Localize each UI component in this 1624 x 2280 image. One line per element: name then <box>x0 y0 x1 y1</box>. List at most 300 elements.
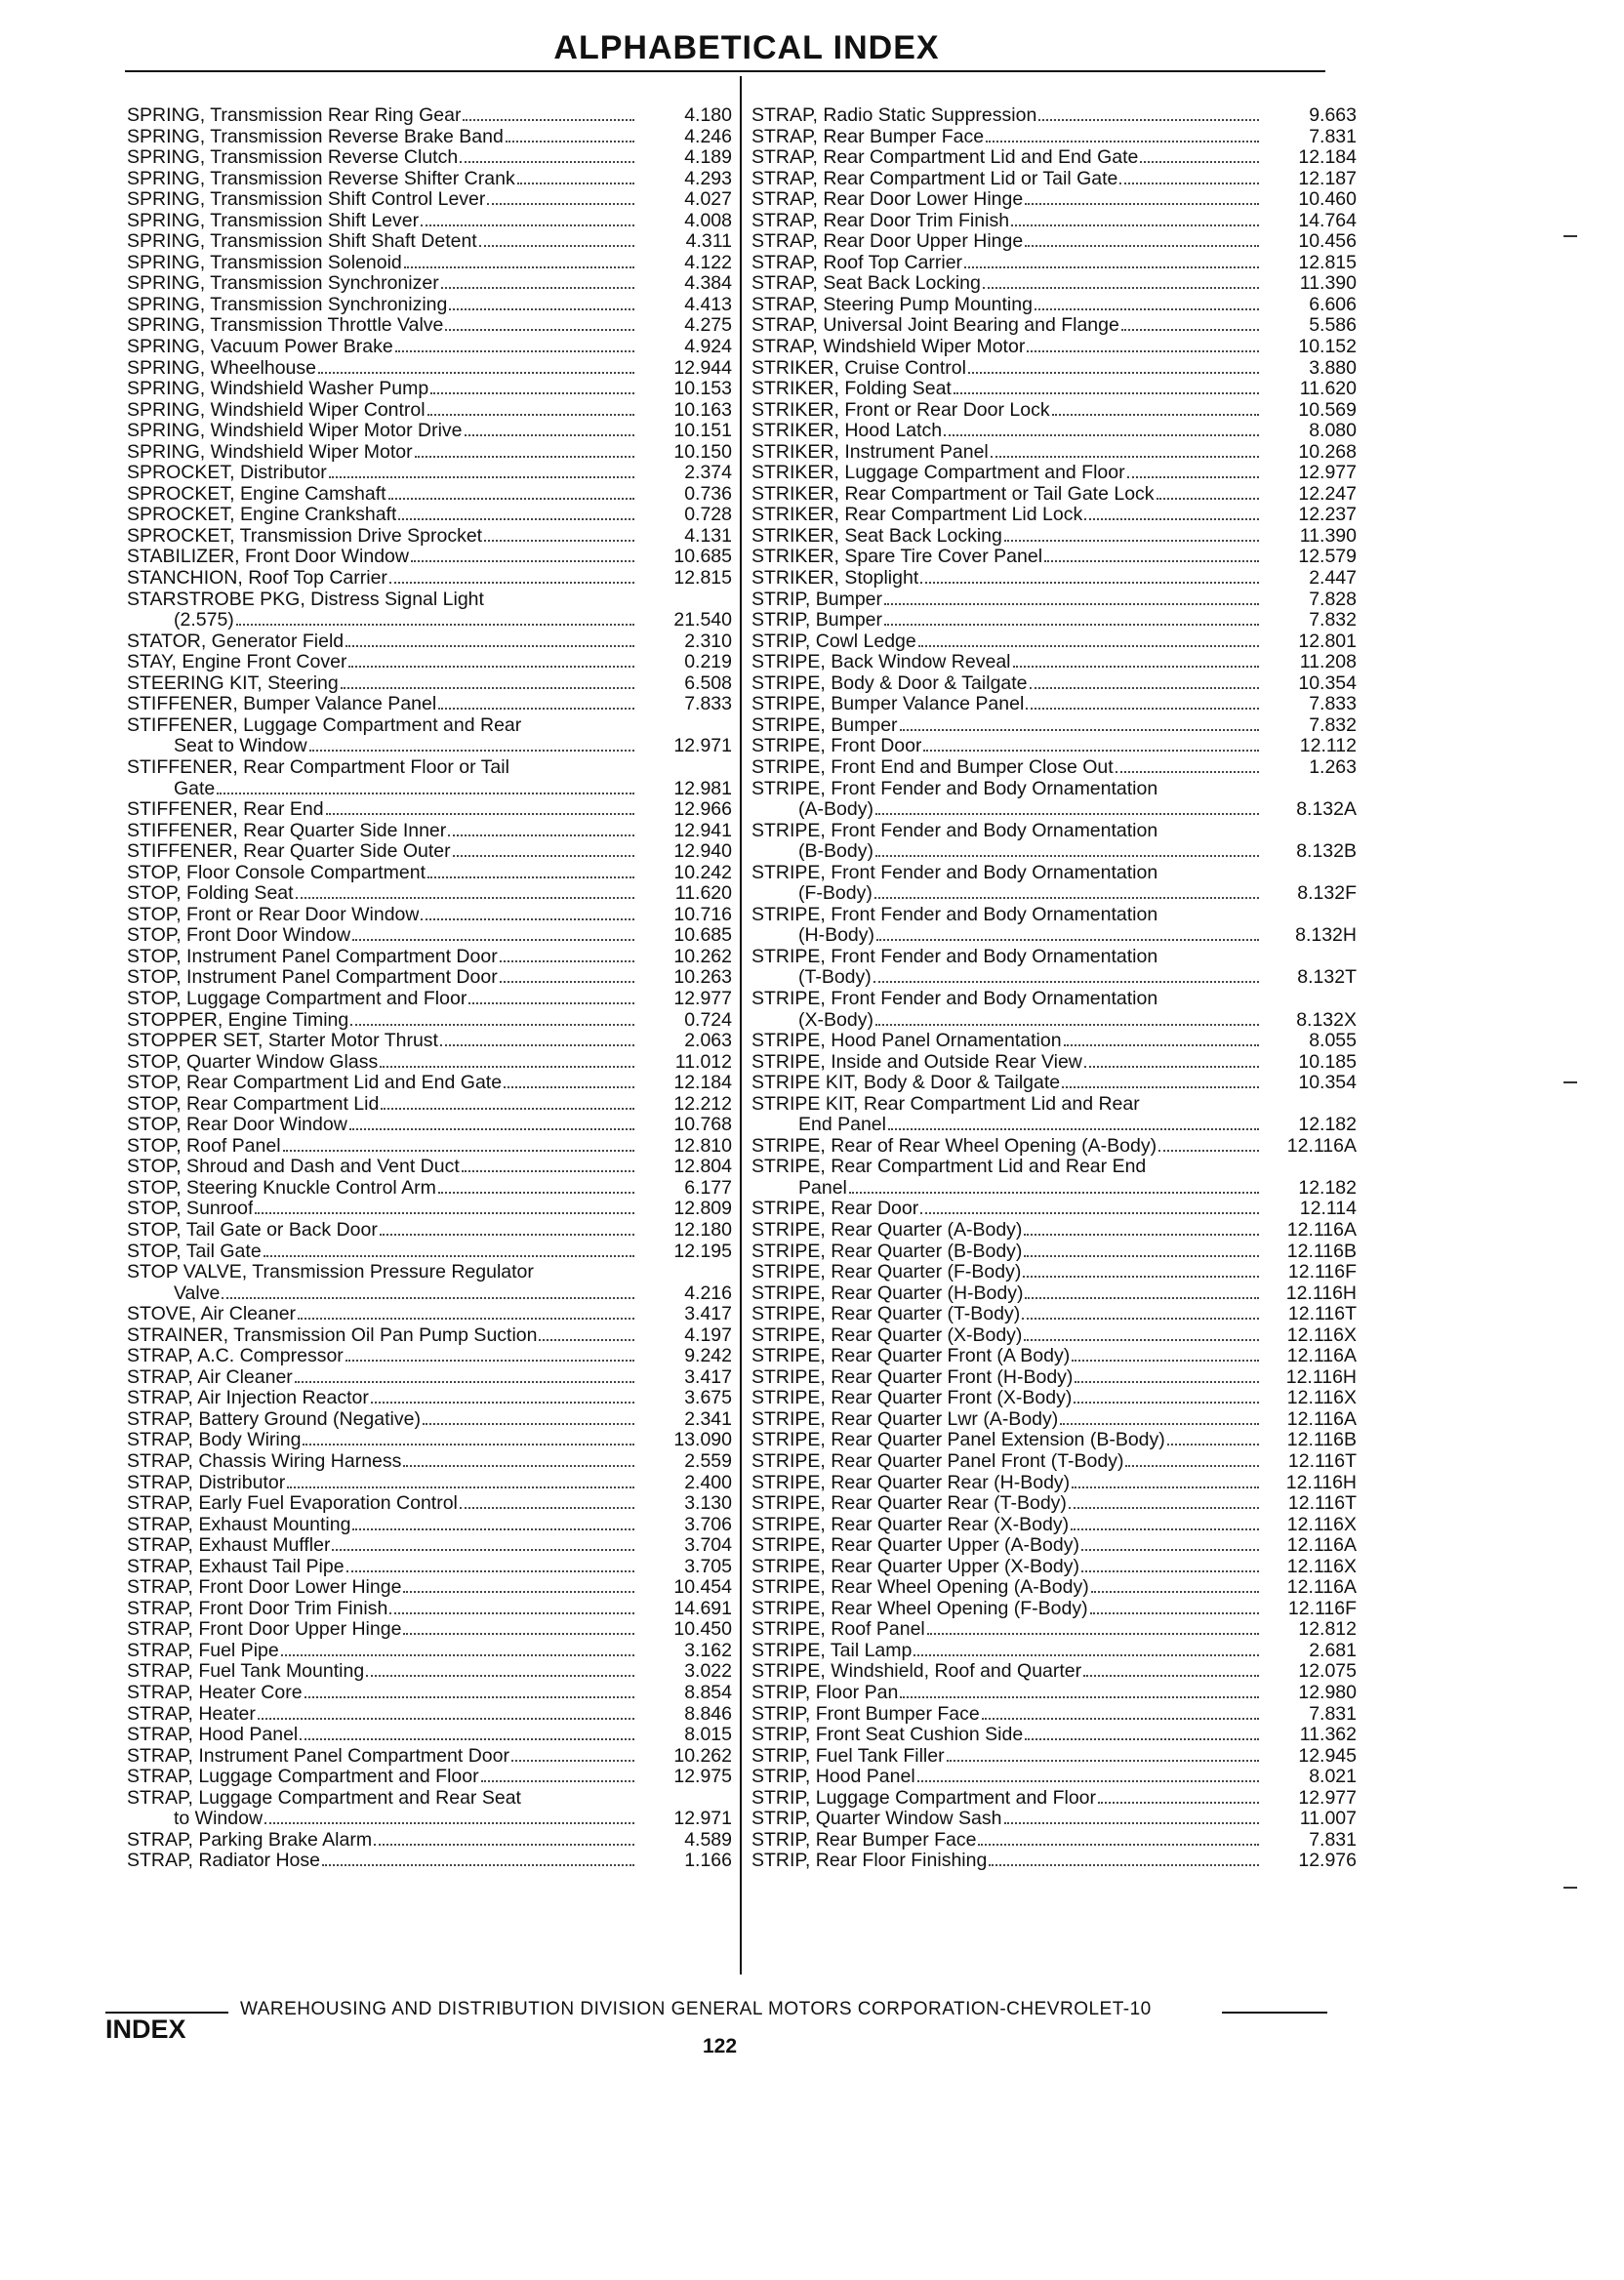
dot-leader <box>983 286 1259 289</box>
dot-leader <box>1023 1275 1259 1278</box>
entry-text: STRAP, Hood Panel <box>127 1725 299 1746</box>
footer-rule-right <box>1222 2012 1327 2014</box>
entry-page-ref: 10.354 <box>1298 672 1357 694</box>
entry-page-ref: 10.150 <box>673 440 732 463</box>
dot-leader <box>258 1717 634 1720</box>
entry-text: SPRING, Transmission Shift Shaft Detent <box>127 231 477 253</box>
dot-leader <box>1024 1233 1259 1236</box>
index-entry <box>751 1851 1357 1872</box>
entry-text: SPRING, Transmission Solenoid <box>127 252 402 273</box>
index-entry <box>127 1515 732 1536</box>
entry-page-ref: 3.705 <box>684 1555 732 1577</box>
dot-leader <box>298 1317 634 1320</box>
entry-page-ref: 8.080 <box>1309 420 1357 442</box>
dot-leader <box>875 1023 1259 1026</box>
dot-leader <box>374 1843 634 1846</box>
index-entry <box>127 505 732 526</box>
dot-leader <box>954 391 1259 394</box>
index-entry <box>127 1388 732 1409</box>
entry-text: SPRING, Transmission Rear Ring Gear <box>127 105 462 126</box>
entry-text: STRAP, Rear Compartment Lid and End Gate <box>751 147 1139 169</box>
entry-page-ref: 10.268 <box>1298 440 1357 463</box>
index-entry <box>127 883 732 905</box>
index-entry <box>751 610 1357 631</box>
entry-page-ref: 10.454 <box>673 1576 732 1599</box>
entry-text: STRAP, Universal Joint Bearing and Flange <box>751 315 1119 337</box>
index-entry <box>127 568 732 590</box>
dot-leader <box>1072 1486 1259 1488</box>
entry-page-ref: 12.980 <box>1298 1682 1357 1704</box>
index-entry <box>751 736 1357 757</box>
page-title: ALPHABETICAL INDEX <box>553 29 940 66</box>
margin-tick <box>1563 1887 1577 1889</box>
entry-page-ref: 3.880 <box>1309 356 1357 379</box>
entry-page-ref: 4.180 <box>684 104 732 126</box>
entry-page-ref: 12.810 <box>673 1134 732 1157</box>
index-entry <box>127 841 732 863</box>
entry-page-ref: 12.116H <box>1285 1471 1357 1493</box>
entry-text: STOP, Tail Gate <box>127 1241 262 1262</box>
dot-leader <box>964 265 1259 268</box>
index-entry <box>127 358 732 380</box>
entry-text: STRIPE, Tail Lamp <box>751 1640 913 1661</box>
dot-leader <box>309 749 634 752</box>
entry-page-ref: 12.809 <box>673 1198 732 1220</box>
entry-text: STRIPE, Rear Quarter Upper (A-Body) <box>751 1535 1079 1557</box>
dot-leader <box>281 1653 634 1656</box>
index-entry <box>127 273 732 295</box>
dot-leader <box>264 1254 634 1257</box>
dot-leader <box>875 854 1259 857</box>
entry-page-ref: 9.663 <box>1309 104 1357 126</box>
entry-page-ref: 3.417 <box>684 1365 732 1388</box>
index-entry <box>127 1788 732 1810</box>
index-entry <box>751 1052 1357 1074</box>
entry-text: STRIPE, Rear Quarter Front (A Body) <box>751 1346 1071 1367</box>
entry-page-ref: 11.362 <box>1299 1724 1357 1746</box>
entry-page-ref: 12.116A <box>1286 1218 1357 1241</box>
entry-page-ref: 7.833 <box>1309 693 1357 715</box>
entry-text: STRAP, Front Door Upper Hinge <box>127 1619 402 1641</box>
dot-leader <box>1074 1401 1259 1404</box>
dot-leader <box>411 559 634 562</box>
index-entry <box>127 1304 732 1325</box>
entry-page-ref: 8.132A <box>1296 798 1357 821</box>
index-entry <box>127 1157 732 1178</box>
entry-text: STRIP, Luggage Compartment and Floor <box>751 1787 1096 1809</box>
dot-leader <box>1081 1569 1259 1572</box>
entry-page-ref: 12.116A <box>1286 1407 1357 1430</box>
entry-text: STOP, Folding Seat <box>127 883 294 905</box>
entry-text: STRIPE, Rear Quarter Lwr (A-Body) <box>751 1408 1059 1430</box>
index-entry <box>751 505 1357 526</box>
entry-page-ref: 12.237 <box>1298 504 1357 526</box>
entry-text: STRIPE, Hood Panel Ornamentation <box>751 1031 1062 1052</box>
entry-page-ref: 12.116A <box>1286 1576 1357 1599</box>
index-entry <box>127 1557 732 1578</box>
index-entry <box>751 484 1357 506</box>
entry-text: STATOR, Generator Field <box>127 631 345 652</box>
entry-page-ref: 12.116F <box>1287 1261 1357 1283</box>
index-entry <box>751 1599 1357 1620</box>
entry-page-ref: 4.008 <box>684 209 732 231</box>
index-entry <box>127 863 732 884</box>
entry-text: STRIPE, Rear Quarter Panel Front (T-Body) <box>751 1451 1124 1472</box>
index-entry <box>751 779 1357 800</box>
dot-leader <box>445 328 634 331</box>
dot-leader <box>1025 1296 1259 1299</box>
entry-page-ref: 12.116H <box>1285 1365 1357 1388</box>
entry-text: STRIPE, Rear Quarter Panel Extension (B-Body) <box>751 1430 1165 1451</box>
index-entry <box>127 484 732 506</box>
index-entry <box>751 673 1357 695</box>
dot-leader <box>300 1737 634 1740</box>
dot-leader <box>989 1863 1259 1866</box>
index-entry <box>127 757 732 779</box>
entry-page-ref: 3.162 <box>684 1639 732 1661</box>
entry-page-ref: 2.447 <box>1309 567 1357 590</box>
entry-page-ref: 4.216 <box>684 1282 732 1304</box>
dot-leader <box>982 1717 1259 1720</box>
entry-text: STRAP, Exhaust Tail Pipe <box>127 1556 345 1577</box>
entry-page-ref: 3.706 <box>684 1513 732 1535</box>
dot-leader <box>460 1506 634 1509</box>
dot-leader <box>1011 224 1259 226</box>
dot-leader <box>304 1695 634 1698</box>
entry-page-ref: 7.831 <box>1309 125 1357 147</box>
footer-text: WAREHOUSING AND DISTRIBUTION DIVISION GENERAL MOTORS CORPORATION-CHEVROLET-10 <box>240 1999 1152 2019</box>
entry-text: SPRING, Transmission Reverse Brake Band <box>127 126 504 147</box>
entry-text: STOP, Shroud and Dash and Vent Duct <box>127 1157 460 1178</box>
footer-section-label: INDEX <box>105 2015 186 2044</box>
index-entry <box>751 358 1357 380</box>
dot-leader <box>380 1233 634 1236</box>
index-entry <box>751 652 1357 673</box>
index-entry <box>751 1473 1357 1494</box>
index-entry <box>751 273 1357 295</box>
index-entry <box>127 905 732 926</box>
dot-leader <box>1158 1149 1259 1152</box>
dot-leader <box>352 938 634 941</box>
entry-text: STRIPE, Rear Wheel Opening (A-Body) <box>751 1577 1089 1599</box>
entry-page-ref: 4.924 <box>684 336 732 358</box>
index-entry <box>127 1242 732 1263</box>
entry-page-ref: 10.151 <box>673 420 732 442</box>
index-entry <box>751 1325 1357 1347</box>
entry-text: Valve <box>174 1282 221 1304</box>
index-entry <box>127 1704 732 1726</box>
entry-text: SPRING, Transmission Synchronizer <box>127 273 439 295</box>
entry-text: SPRING, Wheelhouse <box>127 357 317 379</box>
entry-text: STRIPE, Rear Quarter Rear (X-Body) <box>751 1514 1070 1535</box>
dot-leader <box>448 834 634 836</box>
entry-page-ref: 6.508 <box>684 672 732 694</box>
dot-leader <box>504 1085 634 1088</box>
column-divider <box>740 76 742 1975</box>
dot-leader <box>1075 1380 1259 1383</box>
dot-leader <box>421 917 634 920</box>
dot-leader <box>352 1527 634 1530</box>
index-entry <box>751 1788 1357 1810</box>
entry-text: SPRING, Transmission Shift Lever <box>127 210 420 231</box>
dot-leader <box>917 1779 1259 1782</box>
index-entry <box>751 1809 1357 1830</box>
dot-leader <box>1060 1422 1259 1425</box>
entry-page-ref: 8.055 <box>1309 1030 1357 1052</box>
dot-leader <box>421 224 634 226</box>
header-rule <box>125 70 1325 72</box>
entry-text: STRIP, Floor Pan <box>751 1683 899 1704</box>
entry-text: STRIP, Front Seat Cushion Side <box>751 1725 1024 1746</box>
dot-leader <box>350 1023 634 1026</box>
entry-text: STRIKER, Instrument Panel <box>751 441 989 463</box>
entry-page-ref: 12.116X <box>1286 1555 1357 1577</box>
index-entry <box>127 1031 732 1052</box>
dot-leader <box>463 118 634 121</box>
dot-leader <box>876 938 1259 941</box>
dot-leader <box>1116 770 1259 773</box>
entry-text: STRAP, Front Door Lower Hinge <box>127 1577 402 1599</box>
entry-text: STRAP, Rear Compartment Lid or Tail Gate <box>751 168 1118 189</box>
index-entry <box>751 757 1357 779</box>
entry-text: STRIPE KIT, Body & Door & Tailgate <box>751 1073 1061 1094</box>
dot-leader <box>1081 1548 1259 1551</box>
entry-page-ref: 12.075 <box>1298 1660 1357 1683</box>
index-entry <box>127 127 732 148</box>
index-entry <box>751 841 1357 863</box>
dot-leader <box>423 1422 634 1425</box>
entry-page-ref: 12.977 <box>1298 1786 1357 1809</box>
page-number: 122 <box>703 2035 738 2057</box>
dot-leader <box>1121 328 1259 331</box>
entry-text: STOP, Rear Compartment Lid and End Gate <box>127 1073 503 1094</box>
dot-leader <box>920 581 1259 584</box>
entry-page-ref: 7.828 <box>1309 588 1357 610</box>
entry-text: STRAP, Distributor <box>127 1472 286 1493</box>
entry-text: STRAP, Early Fuel Evaporation Control <box>127 1493 458 1515</box>
dot-leader <box>1027 349 1259 352</box>
entry-page-ref: 14.764 <box>1298 209 1357 231</box>
index-entry <box>751 883 1357 905</box>
entry-page-ref: 8.132X <box>1296 1008 1357 1031</box>
index-entry <box>127 1725 732 1746</box>
entry-page-ref: 13.090 <box>673 1429 732 1451</box>
index-entry <box>751 631 1357 653</box>
dot-leader <box>322 1863 634 1866</box>
entry-text: STOP, Tail Gate or Back Door <box>127 1219 378 1241</box>
dot-leader <box>217 792 634 794</box>
entry-text: SPRING, Windshield Wiper Motor Drive <box>127 421 463 442</box>
entry-page-ref: 10.456 <box>1298 230 1357 253</box>
index-entry <box>127 337 732 358</box>
dot-leader <box>348 665 634 668</box>
entry-page-ref: 10.262 <box>673 1744 732 1767</box>
entry-page-ref: 12.116A <box>1286 1134 1357 1157</box>
entry-page-ref: 4.197 <box>684 1323 732 1346</box>
index-entry <box>127 1493 732 1515</box>
entry-text: STIFFENER, Rear Compartment Floor or Tail <box>127 756 509 778</box>
dot-leader <box>389 581 634 584</box>
entry-text: Seat to Window <box>174 736 307 757</box>
entry-text: STRIPE, Inside and Outside Rear View <box>751 1051 1082 1073</box>
index-entry <box>127 105 732 127</box>
entry-text: STRAP, A.C. Compressor <box>127 1346 344 1367</box>
index-column-left <box>127 105 732 1872</box>
entry-page-ref: 0.736 <box>684 482 732 505</box>
index-entry <box>751 1515 1357 1536</box>
entry-page-ref: 12.945 <box>1298 1744 1357 1767</box>
index-entry <box>751 799 1357 821</box>
entry-text: STIFFENER, Bumper Valance Panel <box>127 694 437 715</box>
dot-leader <box>427 875 634 878</box>
entry-page-ref: 12.116X <box>1286 1387 1357 1409</box>
entry-text: STRAP, Instrument Panel Compartment Door <box>127 1745 509 1767</box>
entry-page-ref: 4.122 <box>684 251 732 273</box>
dot-leader <box>918 644 1259 647</box>
entry-text: (B-Body) <box>798 841 873 863</box>
entry-page-ref: 12.187 <box>1298 167 1357 189</box>
dot-leader <box>345 1359 634 1362</box>
index-entry <box>127 1599 732 1620</box>
entry-page-ref: 10.263 <box>673 966 732 989</box>
entry-page-ref: 12.182 <box>1298 1114 1357 1136</box>
dot-leader <box>1030 686 1259 689</box>
dot-leader <box>986 140 1259 142</box>
index-entry <box>751 1073 1357 1094</box>
index-entry <box>127 925 732 947</box>
entry-text: SPRING, Transmission Synchronizing <box>127 294 448 315</box>
dot-leader <box>1025 244 1259 247</box>
dot-leader <box>888 1127 1259 1130</box>
dot-leader <box>1069 1506 1259 1509</box>
index-entry <box>751 526 1357 548</box>
dot-leader <box>1119 182 1259 184</box>
entry-page-ref: 7.833 <box>684 693 732 715</box>
entry-text: STRAP, Luggage Compartment and Floor <box>127 1767 479 1788</box>
dot-leader <box>326 812 634 815</box>
index-entry <box>751 1242 1357 1263</box>
entry-text: SPROCKET, Engine Camshaft <box>127 483 386 505</box>
index-entry <box>751 547 1357 568</box>
entry-text: STRIPE, Rear Quarter Rear (H-Body) <box>751 1472 1071 1493</box>
entry-text: STRIKER, Front or Rear Door Lock <box>751 399 1050 421</box>
index-entry <box>127 1094 732 1116</box>
entry-page-ref: 11.012 <box>674 1050 732 1073</box>
entry-text: STRIPE, Front Fender and Body Ornamentation <box>751 862 1158 883</box>
dot-leader <box>403 1632 634 1635</box>
dot-leader <box>1084 517 1259 520</box>
entry-text: STRAP, Steering Pump Mounting <box>751 294 1033 315</box>
entry-page-ref: 12.114 <box>1299 1198 1357 1220</box>
dot-leader <box>449 307 634 310</box>
index-entry <box>751 1704 1357 1726</box>
entry-page-ref: 12.116A <box>1286 1345 1357 1367</box>
entry-page-ref: 10.242 <box>673 861 732 883</box>
entry-text: STRIPE, Bumper Valance Panel <box>751 694 1025 715</box>
entry-text: SPRING, Windshield Washer Pump <box>127 379 429 400</box>
entry-page-ref: 12.180 <box>673 1218 732 1241</box>
entry-page-ref: 10.153 <box>673 378 732 400</box>
index-entry <box>751 1136 1357 1158</box>
entry-page-ref: 1.263 <box>1309 755 1357 778</box>
entry-page-ref: 10.716 <box>673 903 732 925</box>
entry-page-ref: 12.812 <box>1298 1618 1357 1641</box>
index-entry <box>127 1809 732 1830</box>
entry-page-ref: 1.166 <box>684 1850 732 1872</box>
entry-text: STRIPE, Front Fender and Body Ornamentation <box>751 820 1158 841</box>
index-entry <box>751 1010 1357 1032</box>
entry-text: STRAP, Heater Core <box>127 1683 303 1704</box>
entry-page-ref: 4.589 <box>684 1828 732 1851</box>
entry-page-ref: 4.027 <box>684 188 732 211</box>
index-entry <box>751 590 1357 611</box>
index-entry <box>751 1199 1357 1220</box>
entry-text: STIFFENER, Rear Quarter Side Outer <box>127 841 451 863</box>
entry-page-ref: 7.832 <box>1309 609 1357 631</box>
entry-page-ref: 6.177 <box>684 1176 732 1199</box>
entry-page-ref: 12.112 <box>1299 735 1357 757</box>
entry-text: SPRING, Vacuum Power Brake <box>127 337 393 358</box>
entry-page-ref: 10.768 <box>673 1114 732 1136</box>
entry-text: STRAP, Battery Ground (Negative) <box>127 1408 421 1430</box>
index-entry <box>751 295 1357 316</box>
dot-leader <box>1035 307 1259 310</box>
index-entry <box>127 1010 732 1032</box>
dot-leader <box>1022 1317 1259 1320</box>
dot-leader <box>1004 539 1259 542</box>
index-entry <box>127 1473 732 1494</box>
entry-text: STAY, Engine Front Cover <box>127 652 347 673</box>
dot-leader <box>1044 559 1259 562</box>
entry-text: STEERING KIT, Steering <box>127 672 339 694</box>
entry-text: STRAP, Exhaust Muffler <box>127 1535 331 1557</box>
dot-leader <box>920 1211 1259 1214</box>
dot-leader <box>978 1843 1259 1846</box>
index-entry <box>751 1094 1357 1116</box>
entry-text: STRIPE, Rear Quarter Upper (X-Body) <box>751 1556 1079 1577</box>
entry-page-ref: 4.413 <box>684 293 732 315</box>
index-entry <box>127 967 732 989</box>
entry-page-ref: 2.559 <box>684 1450 732 1472</box>
entry-text: STRIPE, Roof Panel <box>751 1619 925 1641</box>
dot-leader <box>506 140 634 142</box>
entry-page-ref: 12.247 <box>1298 482 1357 505</box>
entry-page-ref: 14.691 <box>673 1597 732 1619</box>
entry-text: STRAP, Rear Door Upper Hinge <box>751 231 1024 253</box>
entry-page-ref: 10.185 <box>1298 1050 1357 1073</box>
entry-text: STRIP, Fuel Tank Filler <box>751 1745 945 1767</box>
footer-rule-left <box>105 2012 228 2014</box>
entry-page-ref: 0.219 <box>684 651 732 673</box>
index-entry <box>751 967 1357 989</box>
entry-text: STARSTROBE PKG, Distress Signal Light <box>127 589 484 610</box>
index-entry <box>127 590 732 611</box>
dot-leader <box>1098 1801 1259 1804</box>
entry-page-ref: 12.116B <box>1286 1429 1357 1451</box>
entry-page-ref: 0.724 <box>684 1008 732 1031</box>
entry-text: End Panel <box>798 1115 886 1136</box>
entry-text: (F-Body) <box>798 883 873 905</box>
entry-text: STRIPE, Rear Quarter Rear (T-Body) <box>751 1493 1067 1515</box>
entry-text: STRIPE, Rear Quarter (F-Body) <box>751 1262 1022 1283</box>
index-entry <box>751 463 1357 484</box>
entry-text: STRIPE, Front Fender and Body Ornamentation <box>751 778 1158 799</box>
index-entry <box>127 211 732 232</box>
entry-text: STOP, Rear Door Window <box>127 1115 347 1136</box>
index-entry <box>751 1535 1357 1557</box>
entry-text: STRIKER, Cruise Control <box>751 357 966 379</box>
dot-leader <box>222 1296 634 1299</box>
